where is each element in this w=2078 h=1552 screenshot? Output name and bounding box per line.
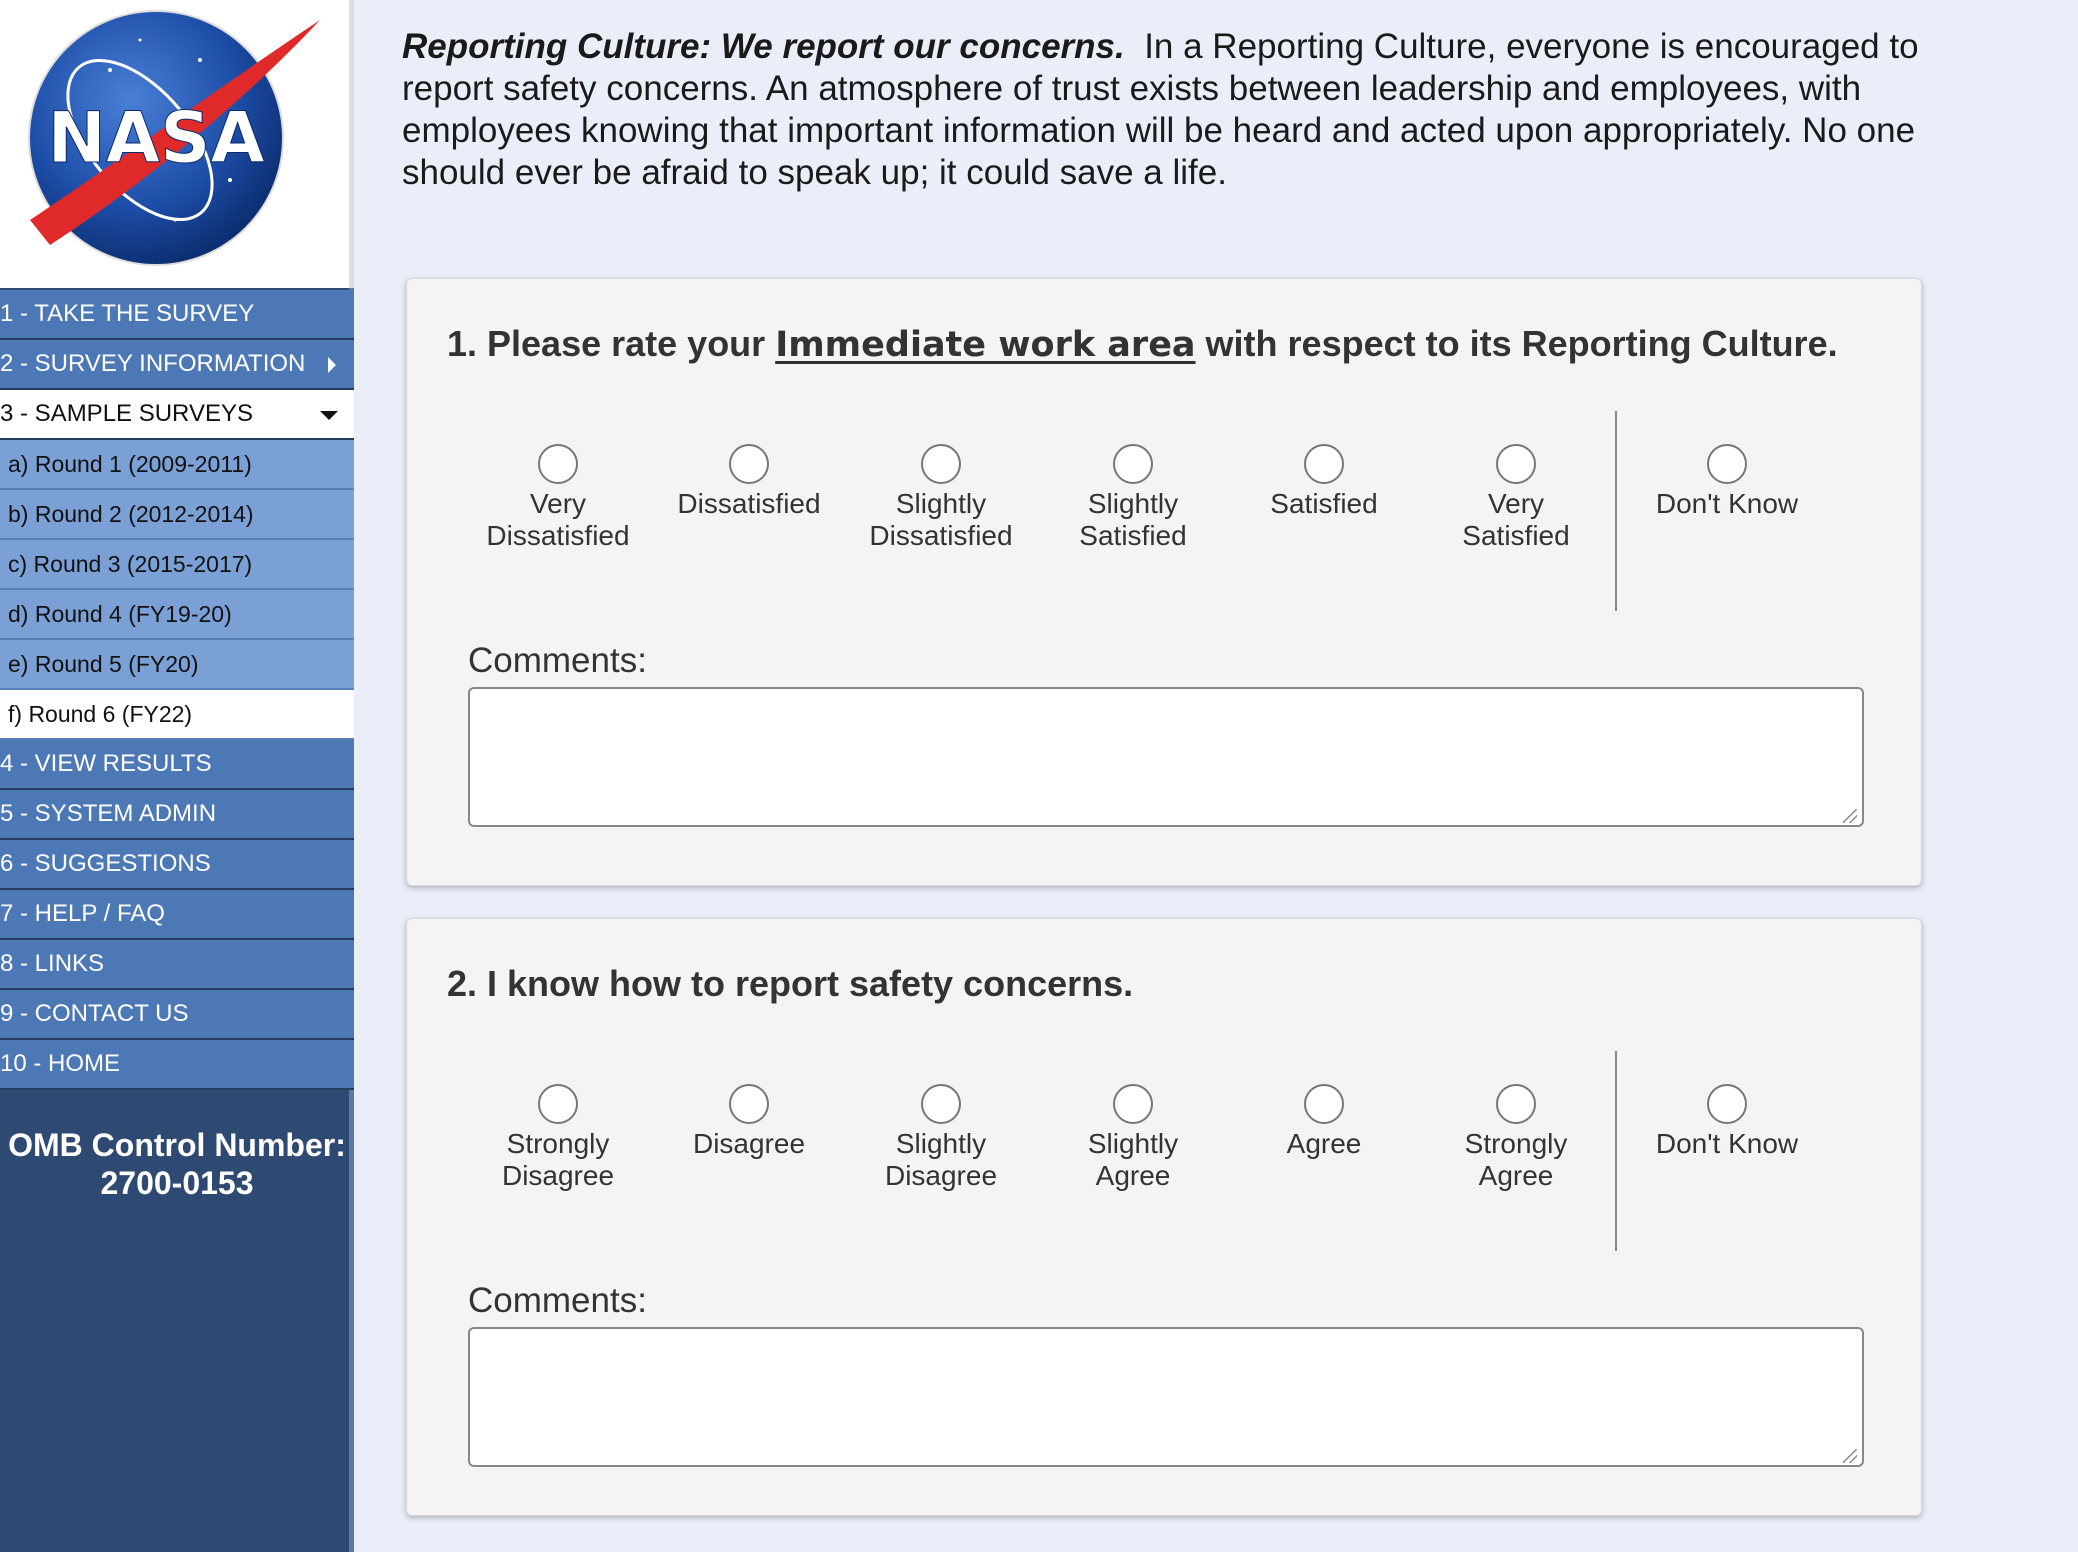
nav-item-help-faq[interactable] [0, 890, 354, 940]
radio-button[interactable] [921, 1084, 961, 1124]
option-line-1: Slightly [1087, 1128, 1179, 1159]
nav-label: 3 - SAMPLE SURVEYS [0, 400, 253, 427]
nav-sublabel: d) Round 4 (FY19-20) [8, 601, 232, 627]
omb-number: 2700-0153 [100, 1165, 254, 1201]
sidebar [0, 0, 354, 1552]
nav-item-survey-information[interactable] [0, 340, 354, 390]
question-card-2 [406, 918, 1922, 1516]
option-satisfied[interactable] [1234, 444, 1414, 520]
question-prefix: 2. I know how to report safety concerns. [447, 963, 1134, 1004]
option-line-2: Dissatisfied [486, 520, 630, 551]
nav-subitem-round-2[interactable] [0, 490, 354, 540]
comments-textarea[interactable] [468, 687, 1864, 827]
radio-button[interactable] [538, 444, 578, 484]
option-line-1: Satisfied [1270, 488, 1378, 519]
nav-item-view-results[interactable] [0, 740, 354, 790]
option-line-1: Very [529, 488, 587, 519]
nav-label: 6 - SUGGESTIONS [0, 850, 211, 877]
option-divider [1615, 411, 1617, 611]
nav-label: 7 - HELP / FAQ [0, 900, 165, 927]
option-line-1: Very [1487, 488, 1545, 519]
nav-sublabel: e) Round 5 (FY20) [8, 651, 199, 677]
nav-subitem-round-5[interactable] [0, 640, 354, 690]
option-line-2: Satisfied [1462, 520, 1570, 551]
caret-down-icon [320, 411, 338, 420]
nav-sublabel: a) Round 1 (2009-2011) [8, 451, 252, 477]
radio-button[interactable] [1707, 444, 1747, 484]
option-very-satisfied[interactable] [1426, 444, 1606, 552]
radio-button[interactable] [1304, 444, 1344, 484]
option-line-2: Agree [1095, 1160, 1171, 1191]
option-line-2: Dissatisfied [869, 520, 1013, 551]
nav-subitem-round-6[interactable] [0, 690, 354, 740]
option-line-2: Disagree [884, 1160, 998, 1191]
nav-item-links[interactable] [0, 940, 354, 990]
intro-paragraph [402, 26, 1922, 194]
option-line-1: Don't Know [1655, 488, 1799, 519]
nav-item-suggestions[interactable] [0, 840, 354, 890]
option-line-1: Slightly [895, 488, 987, 519]
comments-label: Comments: [468, 1281, 647, 1320]
option-line-2: Satisfied [1079, 520, 1187, 551]
option-dont-know[interactable] [1637, 444, 1817, 520]
option-line-2: Agree [1478, 1160, 1554, 1191]
question-title [447, 963, 1133, 1005]
nav-sublabel: f) Round 6 (FY22) [8, 701, 193, 727]
nav-label: 9 - CONTACT US [0, 1000, 189, 1027]
nav-item-sample-surveys[interactable] [0, 390, 354, 440]
option-slightly-dissatisfied[interactable] [851, 444, 1031, 552]
question-prefix: 1. Please rate your [447, 323, 776, 364]
radio-button[interactable] [1304, 1084, 1344, 1124]
radio-button[interactable] [729, 1084, 769, 1124]
radio-button[interactable] [1113, 444, 1153, 484]
intro-lead: Reporting Culture: We report our concerns. [402, 27, 1125, 66]
option-strongly-agree[interactable] [1426, 1084, 1606, 1192]
nav-subitem-round-1[interactable] [0, 440, 354, 490]
nav-label: 4 - VIEW RESULTS [0, 750, 212, 777]
nav-label: 10 - HOME [0, 1050, 121, 1077]
option-line-1: Strongly [1464, 1128, 1568, 1159]
radio-button[interactable] [729, 444, 769, 484]
nav-item-contact-us[interactable] [0, 990, 354, 1040]
nav-label: 1 - TAKE THE SURVEY [0, 300, 255, 327]
radio-button[interactable] [1496, 1084, 1536, 1124]
nav-sublabel: c) Round 3 (2015-2017) [8, 551, 253, 577]
option-agree[interactable] [1234, 1084, 1414, 1160]
caret-right-icon [328, 357, 336, 373]
option-slightly-satisfied[interactable] [1043, 444, 1223, 552]
option-line-2: Disagree [501, 1160, 615, 1191]
option-line-1: Slightly [1087, 488, 1179, 519]
nav-subitem-round-4[interactable] [0, 590, 354, 640]
option-slightly-disagree[interactable] [851, 1084, 1031, 1192]
nasa-wordmark: NASA [47, 97, 265, 179]
question-emphasis: Immediate work area [775, 325, 1196, 365]
option-disagree[interactable] [659, 1084, 839, 1160]
logo-area [0, 0, 354, 288]
option-dissatisfied[interactable] [659, 444, 839, 520]
option-line-1: Dissatisfied [677, 488, 821, 519]
nasa-logo-icon[interactable] [0, 0, 354, 288]
radio-button[interactable] [1113, 1084, 1153, 1124]
omb-control-number [0, 1126, 354, 1202]
side-nav [0, 290, 354, 1090]
nav-item-take-survey[interactable] [0, 290, 354, 340]
option-line-1: Don't Know [1655, 1128, 1799, 1159]
radio-button[interactable] [1707, 1084, 1747, 1124]
option-line-1: Slightly [895, 1128, 987, 1159]
option-line-1: Disagree [692, 1128, 806, 1159]
radio-button[interactable] [1496, 444, 1536, 484]
intro-body: In a Reporting Culture, everyone is encouraged to report safety concerns. An atmosphere of trust exists between leadership and employees, with employees knowing that important information will be heard and acted upon appropriately. No one should ever be afraid to speak up; it could save a life. [402, 27, 1919, 192]
question-card-1 [406, 278, 1922, 886]
nav-item-system-admin[interactable] [0, 790, 354, 840]
nav-label: 8 - LINKS [0, 950, 105, 977]
question-suffix: with respect to its Reporting Culture. [1195, 323, 1838, 364]
nav-sublabel: b) Round 2 (2012-2014) [8, 501, 254, 527]
nav-label: 5 - SYSTEM ADMIN [0, 800, 217, 827]
nav-subitem-round-3[interactable] [0, 540, 354, 590]
nav-item-home[interactable] [0, 1040, 354, 1090]
option-slightly-agree[interactable] [1043, 1084, 1223, 1192]
nav-label: 2 - SURVEY INFORMATION [0, 350, 306, 377]
comments-textarea[interactable] [468, 1327, 1864, 1467]
option-line-1: Strongly [506, 1128, 610, 1159]
radio-button[interactable] [921, 444, 961, 484]
omb-label: OMB Control Number: [8, 1127, 346, 1163]
option-line-1: Agree [1286, 1128, 1362, 1159]
option-divider [1615, 1051, 1617, 1251]
option-dont-know[interactable] [1637, 1084, 1817, 1160]
option-strongly-disagree[interactable] [468, 1084, 648, 1192]
comments-label: Comments: [468, 641, 647, 680]
radio-button[interactable] [538, 1084, 578, 1124]
option-very-dissatisfied[interactable] [468, 444, 648, 552]
question-title [447, 323, 1838, 365]
